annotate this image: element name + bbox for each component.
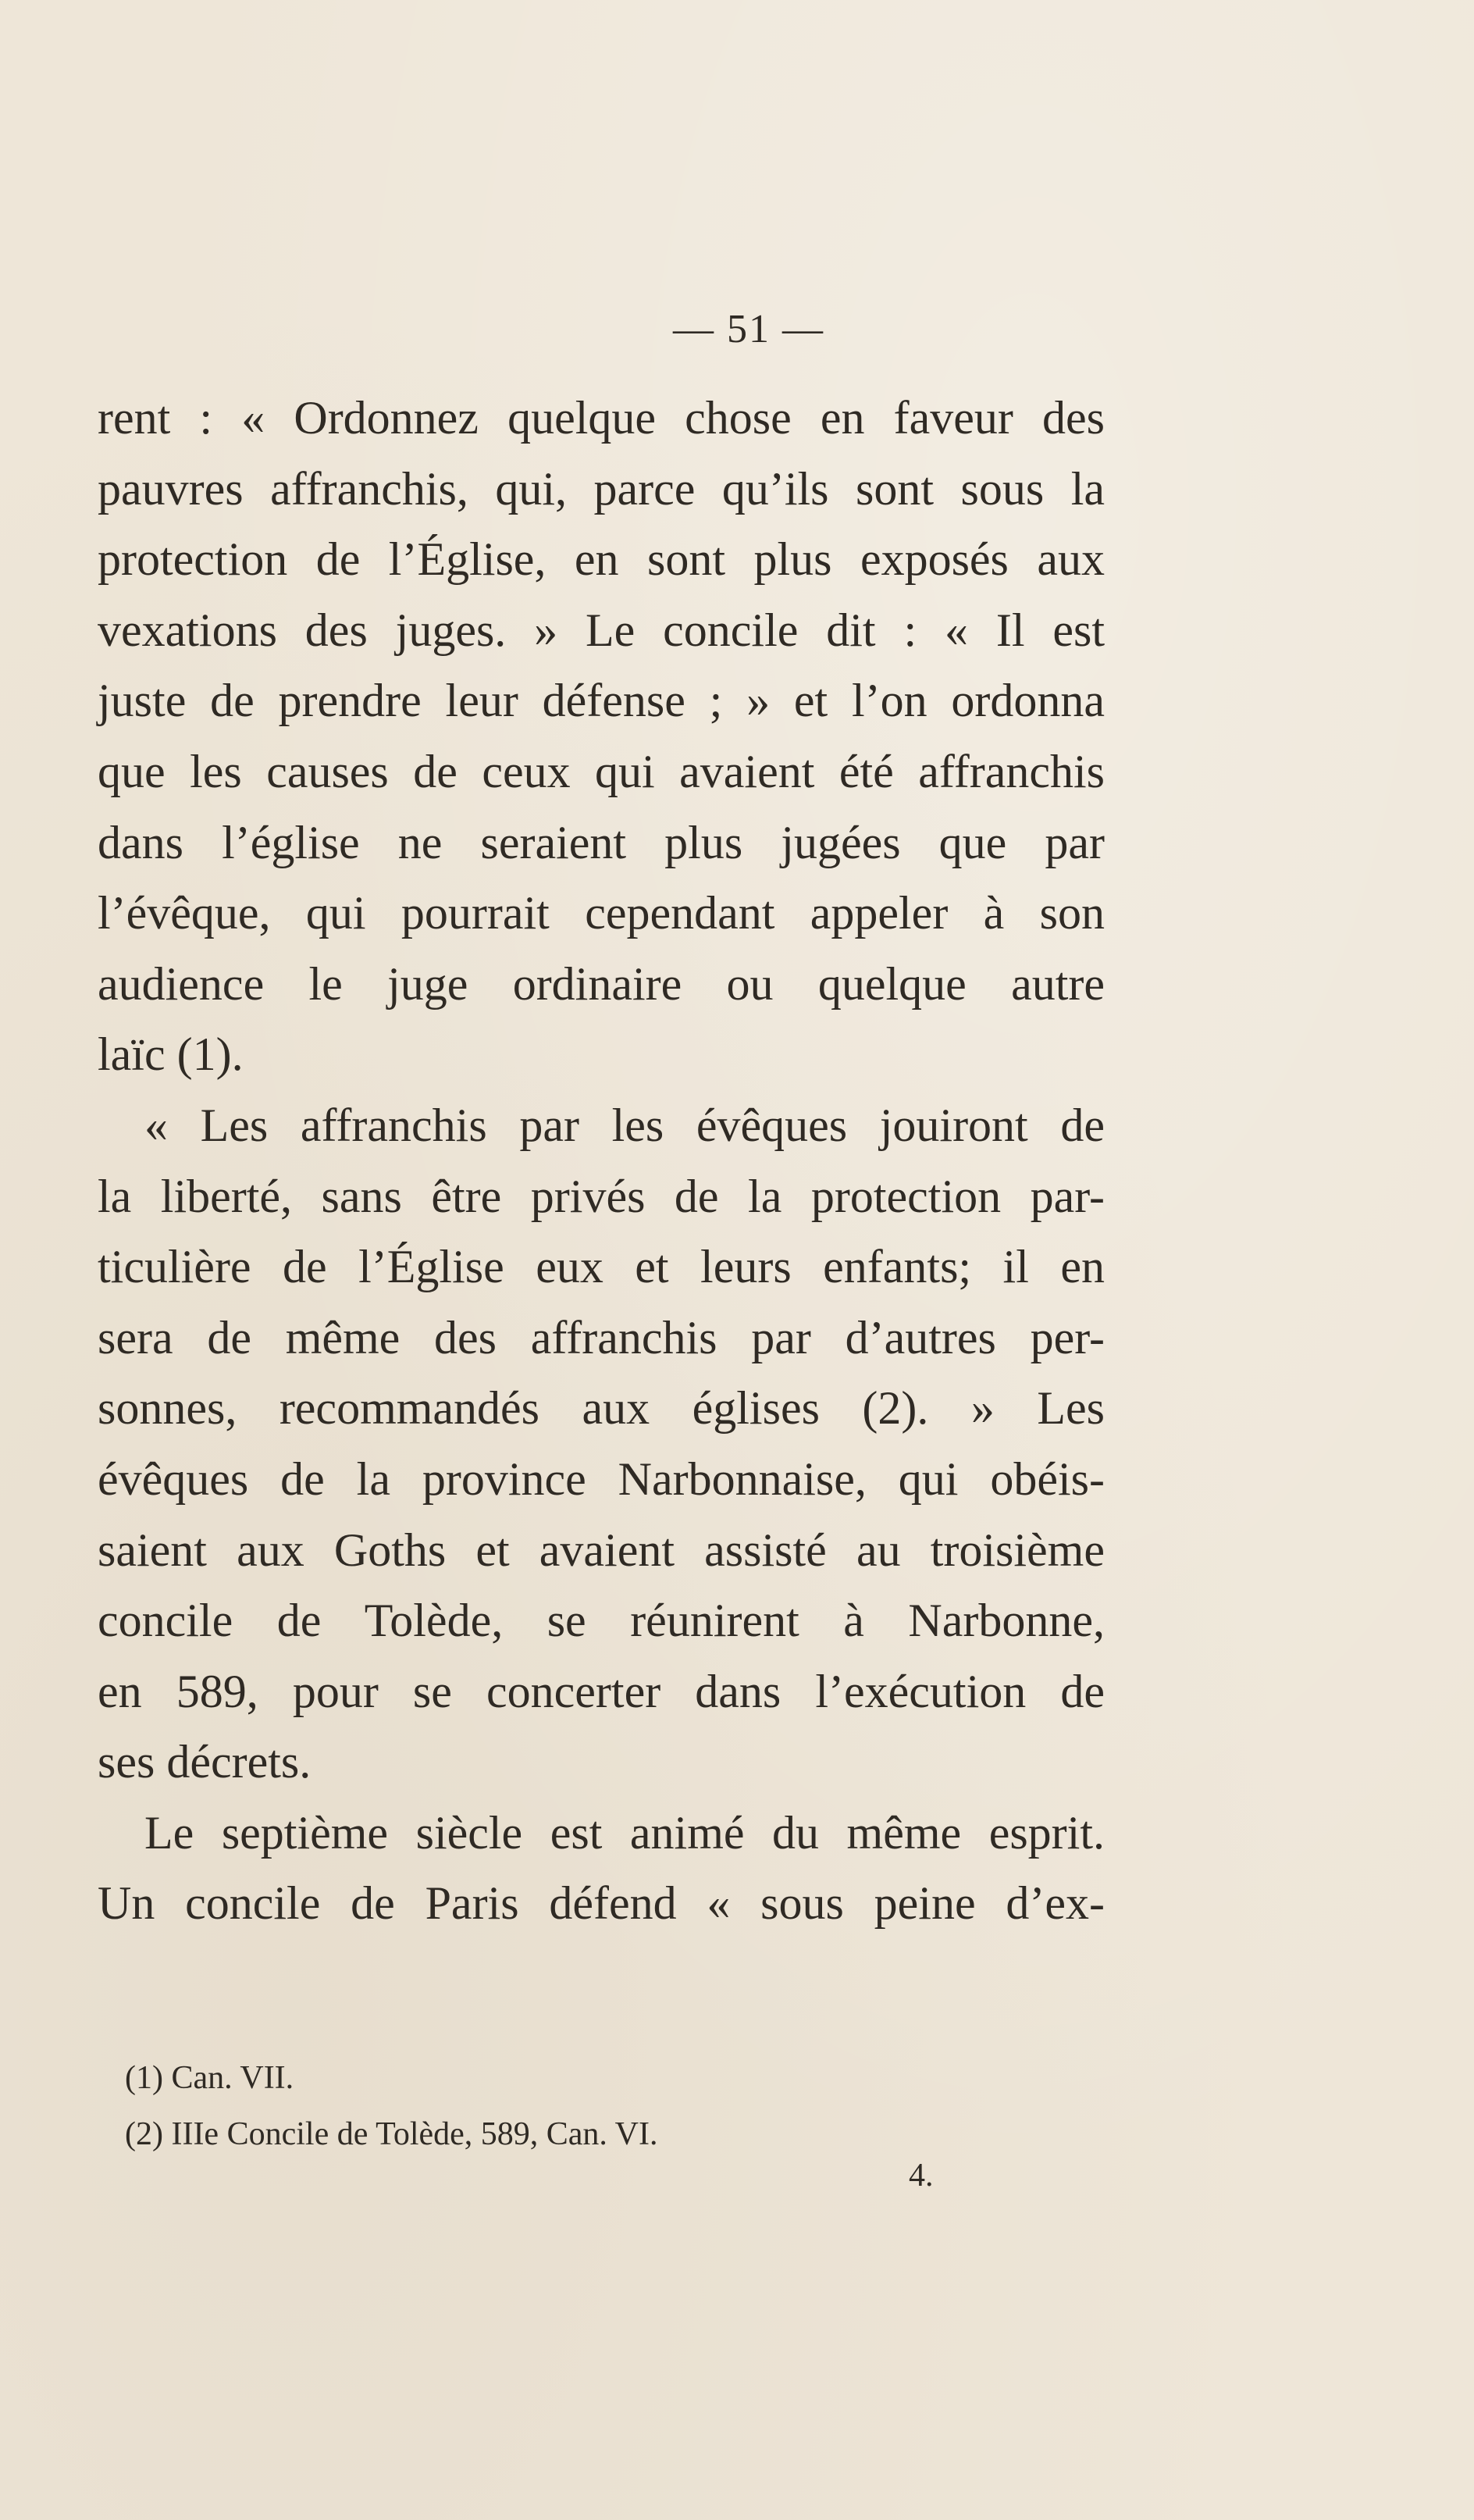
text-line: juste de prendre leur défense ; » et l’on ordonna — [98, 675, 1105, 727]
text-line: Le septième siècle est animé du même esprit. — [144, 1806, 1105, 1859]
text-line: « Les affranchis par les évêques jouiront de — [144, 1099, 1105, 1151]
page-number: — 51 — — [673, 307, 824, 351]
signature-mark: 4. — [909, 2158, 934, 2194]
text-line: la liberté, sans être privés de la protection par- — [98, 1170, 1105, 1222]
text-line: sonnes, recommandés aux églises (2). » Les — [98, 1382, 1105, 1435]
text-line: vexations des juges. » Le concile dit : « Il est — [98, 604, 1105, 656]
text-line: sera de même des affranchis par d’autres per- — [98, 1311, 1105, 1363]
footnote: (2) IIIe Concile de Tolède, 589, Can. VI. — [125, 2116, 658, 2152]
text-line: pauvres affranchis, qui, parce qu’ils sont sous la — [98, 462, 1105, 515]
text-line: protection de l’Église, en sont plus exposés aux — [98, 533, 1105, 586]
text-line: Un concile de Paris défend « sous peine d’ex- — [98, 1877, 1105, 1930]
text-line: en 589, pour se concerter dans l’exécution de — [98, 1665, 1105, 1717]
text-line: laïc (1). — [98, 1028, 244, 1081]
footnote: (1) Can. VII. — [125, 2060, 294, 2096]
text-line: rent : « Ordonnez quelque chose en faveur des — [98, 392, 1105, 444]
text-line: ses décrets. — [98, 1736, 312, 1788]
text-line: l’évêque, qui pourrait cependant appeler à son — [98, 887, 1105, 939]
text-line: évêques de la province Narbonnaise, qui obéis- — [98, 1452, 1105, 1505]
text-line: ticulière de l’Église eux et leurs enfants; il en — [98, 1241, 1105, 1293]
text-line: saient aux Goths et avaient assisté au troisième — [98, 1524, 1105, 1576]
text-line: que les causes de ceux qui avaient été affranchis — [98, 745, 1105, 797]
body-text — [98, 383, 1105, 1939]
text-line: audience le juge ordinaire ou quelque autre — [98, 957, 1105, 1010]
text-line: concile de Tolède, se réunirent à Narbonne, — [98, 1595, 1105, 1647]
footnotes — [125, 2050, 1062, 2162]
text-line: dans l’église ne seraient plus jugées que par — [98, 816, 1105, 868]
